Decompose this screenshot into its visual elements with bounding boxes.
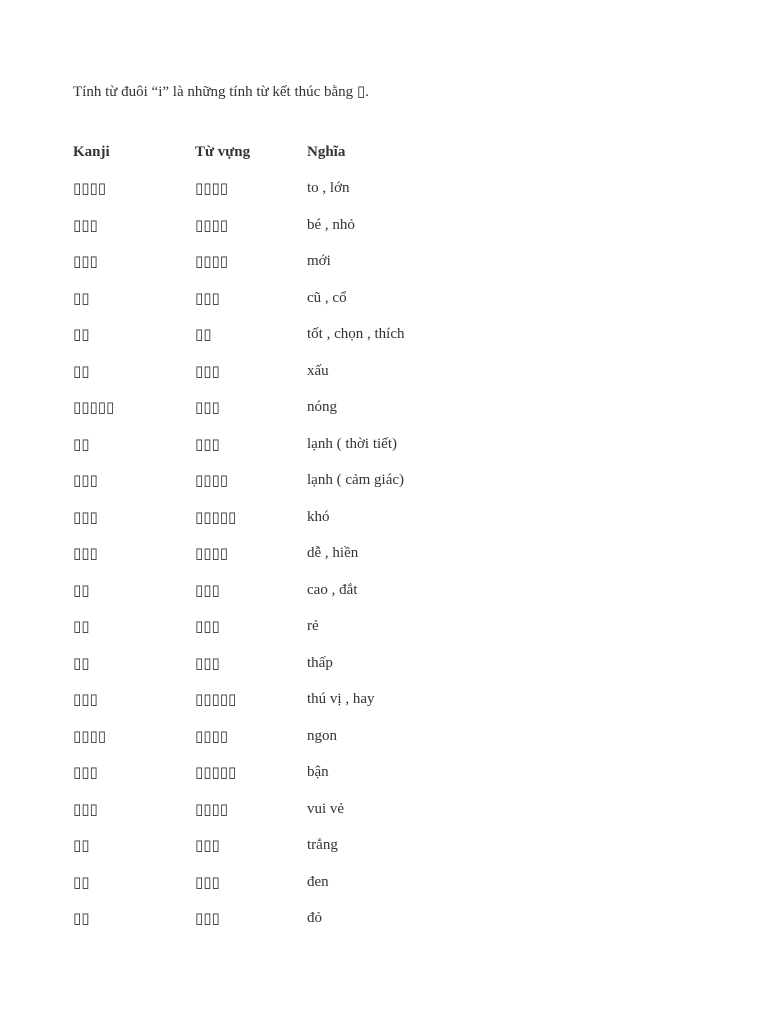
- cell-meaning: đen: [307, 873, 329, 890]
- cell-meaning: trắng: [307, 837, 338, 854]
- cell-vocabulary: ▯▯▯▯: [195, 254, 229, 271]
- table-body: [73, 171, 507, 938]
- cell-vocabulary: ▯▯▯▯▯: [195, 765, 237, 782]
- cell-vocabulary: ▯▯▯: [195, 400, 220, 417]
- table-header: [73, 134, 507, 171]
- cell-vocabulary: ▯▯▯: [195, 619, 220, 636]
- table-row: [73, 536, 507, 573]
- cell-kanji: ▯▯▯: [73, 765, 98, 782]
- cell-meaning: tốt , chọn , thích: [307, 326, 405, 343]
- cell-vocabulary: ▯▯▯▯: [195, 217, 229, 234]
- cell-meaning: đỏ: [307, 910, 322, 927]
- cell-kanji: ▯▯: [73, 838, 90, 855]
- cell-vocabulary: ▯▯▯▯: [195, 181, 229, 198]
- cell-meaning: ngon: [307, 727, 337, 744]
- cell-vocabulary: ▯▯▯: [195, 436, 220, 453]
- cell-meaning: cao , đắt: [307, 581, 358, 598]
- cell-meaning: thú vị , hay: [307, 691, 375, 708]
- cell-kanji: ▯▯: [73, 911, 90, 928]
- cell-meaning: mới: [307, 253, 331, 270]
- table-row: [73, 864, 507, 901]
- header-kanji: Kanji: [73, 143, 110, 160]
- cell-vocabulary: ▯▯▯: [195, 874, 220, 891]
- table-row: [73, 390, 507, 427]
- cell-meaning: to , lớn: [307, 180, 350, 197]
- cell-vocabulary: ▯▯▯: [195, 838, 220, 855]
- cell-vocabulary: ▯▯▯▯: [195, 728, 229, 745]
- header-vocabulary: Từ vựng: [195, 143, 251, 160]
- table-row: [73, 682, 507, 719]
- cell-meaning: nóng: [307, 399, 337, 416]
- cell-meaning: khó: [307, 508, 330, 525]
- cell-vocabulary: ▯▯▯: [195, 911, 220, 928]
- table-row: [73, 244, 507, 281]
- table-row: [73, 317, 507, 354]
- cell-meaning: dễ , hiền: [307, 545, 359, 562]
- cell-kanji: ▯▯: [73, 582, 90, 599]
- cell-vocabulary: ▯▯▯: [195, 363, 220, 380]
- cell-kanji: ▯▯: [73, 363, 90, 380]
- header-row: [73, 134, 507, 171]
- cell-vocabulary: ▯▯▯▯: [195, 801, 229, 818]
- table-row: [73, 463, 507, 500]
- cell-vocabulary: ▯▯▯▯▯: [195, 692, 237, 709]
- vocabulary-table: [73, 134, 507, 937]
- cell-vocabulary: ▯▯▯: [195, 290, 220, 307]
- table-row: [73, 171, 507, 208]
- cell-vocabulary: ▯▯▯: [195, 582, 220, 599]
- table-row: [73, 718, 507, 755]
- cell-meaning: cũ , cổ: [307, 289, 347, 306]
- cell-meaning: lạnh ( cảm giác): [307, 472, 405, 489]
- cell-kanji: ▯▯▯: [73, 509, 98, 526]
- table-row: [73, 499, 507, 536]
- table-row: [73, 207, 507, 244]
- table-row: [73, 791, 507, 828]
- table-row: [73, 572, 507, 609]
- cell-meaning: bận: [307, 764, 329, 781]
- intro-text: Tính từ đuôi “i” là những tính từ kết thúc bằng ▯.: [73, 84, 369, 100]
- cell-kanji: ▯▯▯: [73, 546, 98, 563]
- cell-kanji: ▯▯: [73, 436, 90, 453]
- cell-meaning: vui vẻ: [307, 800, 345, 817]
- cell-vocabulary: ▯▯▯: [195, 655, 220, 672]
- cell-vocabulary: ▯▯▯▯▯: [195, 509, 237, 526]
- cell-meaning: xấu: [307, 362, 329, 379]
- table-row: [73, 280, 507, 317]
- cell-kanji: ▯▯▯: [73, 254, 98, 271]
- cell-kanji: ▯▯▯▯: [73, 728, 107, 745]
- cell-kanji: ▯▯▯▯▯: [73, 400, 115, 417]
- cell-kanji: ▯▯▯: [73, 217, 98, 234]
- cell-kanji: ▯▯: [73, 290, 90, 307]
- cell-vocabulary: ▯▯: [195, 327, 212, 344]
- cell-kanji: ▯▯: [73, 327, 90, 344]
- table-row: [73, 609, 507, 646]
- cell-vocabulary: ▯▯▯▯: [195, 546, 229, 563]
- table-row: [73, 901, 507, 938]
- cell-kanji: ▯▯▯: [73, 801, 98, 818]
- cell-vocabulary: ▯▯▯▯: [195, 473, 229, 490]
- header-meaning: Nghĩa: [307, 143, 346, 160]
- table-row: [73, 755, 507, 792]
- table-row: [73, 828, 507, 865]
- table-row: [73, 426, 507, 463]
- cell-kanji: ▯▯▯▯: [73, 181, 107, 198]
- cell-meaning: lạnh ( thời tiết): [307, 435, 397, 452]
- cell-kanji: ▯▯▯: [73, 692, 98, 709]
- cell-kanji: ▯▯▯: [73, 473, 98, 490]
- cell-kanji: ▯▯: [73, 874, 90, 891]
- cell-meaning: rẻ: [307, 618, 319, 635]
- table-row: [73, 645, 507, 682]
- cell-kanji: ▯▯: [73, 655, 90, 672]
- cell-meaning: bé , nhỏ: [307, 216, 355, 233]
- table-row: [73, 353, 507, 390]
- cell-kanji: ▯▯: [73, 619, 90, 636]
- cell-meaning: thấp: [307, 654, 333, 671]
